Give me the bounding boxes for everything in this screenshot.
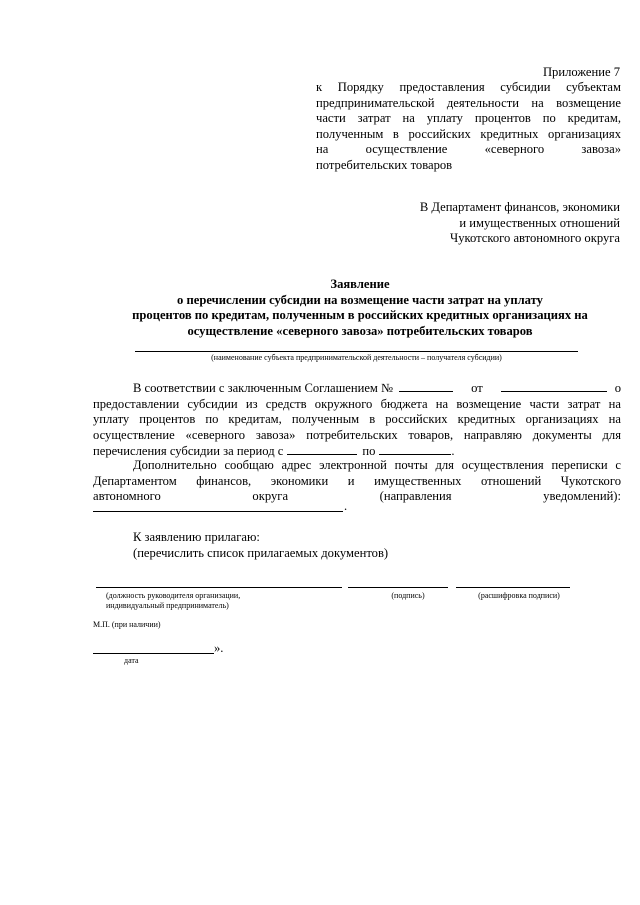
body-line: автономного округа (направления уведомлений): (93, 489, 621, 503)
signature-decode-caption: (расшифровка подписи) (478, 591, 560, 600)
body-line: предоставлении субсидии из средств окружного бюджета на возмещение части затрат на (93, 396, 621, 411)
position-caption-line: индивидуальный предприниматель) (106, 601, 229, 610)
signature-field[interactable] (348, 587, 448, 588)
agreement-about-text: о (614, 381, 621, 395)
appendix-line: полученным в российских кредитных организациях (316, 126, 621, 141)
document-heading (60, 277, 640, 339)
body-line: осуществление «северного завоза» потребительских товаров, направляю документы для (93, 427, 621, 442)
agreement-line (93, 380, 621, 397)
body-line: Департаментом финансов, экономики и имущественных отношений Чукотского (93, 473, 621, 488)
agreement-date-field[interactable] (501, 380, 607, 392)
addressee-block (320, 200, 620, 247)
body-line: Дополнительно сообщаю адрес электронной почты для осуществления переписки с (133, 458, 621, 472)
body-paragraph-2 (93, 458, 621, 505)
body-line: уплату процентов по кредитам, полученным в российских кредитных организациях на (93, 412, 621, 426)
attachments-hint: (перечислить список прилагаемых документов) (133, 545, 389, 560)
addressee-line: В Департамент финансов, экономики (419, 200, 620, 214)
appendix-title: Приложение 7 (542, 65, 620, 79)
applicant-caption: (наименование субъекта предпринимательской деятельности – получателя субсидии) (211, 353, 502, 362)
appendix-line: части затрат на уплату процентов по кредитам, (316, 111, 621, 125)
signature-decode-field[interactable] (456, 587, 570, 588)
appendix-line: на осуществление «северного завоза» (316, 142, 621, 156)
agreement-number-field[interactable] (399, 380, 453, 392)
agreement-text: В соответствии с заключенным Соглашением № (133, 381, 394, 395)
email-end: . (344, 499, 348, 513)
date-suffix: ». (214, 641, 224, 655)
heading-line: о перечислении субсидии на возмещение части затрат на уплату (177, 292, 543, 307)
position-field[interactable] (96, 587, 342, 588)
appendix-line: предпринимательской деятельности на возмещение (316, 95, 621, 110)
appendix-block (316, 80, 621, 173)
addressee-line: и имущественных отношений (459, 215, 620, 230)
body-paragraph-1 (93, 380, 621, 460)
applicant-name-line[interactable] (135, 351, 578, 352)
signature-caption: (подпись) (391, 591, 425, 600)
period-text: перечисления субсидии за период с (93, 444, 284, 458)
period-to-text: по (362, 444, 376, 458)
period-end: . (451, 444, 455, 458)
position-caption-line: (должность руководителя организации, (106, 591, 241, 600)
position-caption (106, 591, 346, 611)
period-from-field[interactable] (287, 443, 357, 455)
appendix-line: потребительских товаров (316, 157, 453, 172)
heading-line: осуществление «северного завоза» потребительских товаров (187, 323, 533, 338)
attachments-label: К заявлению прилагаю: (133, 530, 260, 544)
addressee-line: Чукотского автономного округа (450, 231, 620, 245)
appendix-line: к Порядку предоставления субсидии субъектам (316, 80, 621, 94)
attachments-block (133, 530, 533, 561)
date-caption: дата (124, 656, 139, 665)
heading-line: процентов по кредитам, полученным в российских кредитных организациях на (132, 308, 588, 322)
stamp-label: М.П. (при наличии) (93, 620, 161, 629)
date-field[interactable] (93, 653, 214, 654)
email-field[interactable] (93, 511, 343, 512)
agreement-from-text: от (471, 381, 483, 395)
period-to-field[interactable] (379, 443, 451, 455)
heading-title: Заявление (330, 277, 390, 291)
